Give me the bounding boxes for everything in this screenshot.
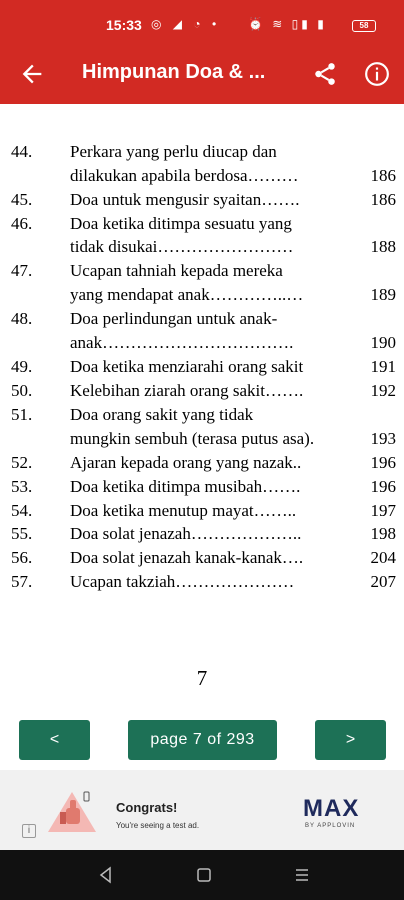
toc-title: Doa solat jenazah kanak-kanak…. <box>70 548 304 567</box>
status-time: 15:33 <box>106 17 142 33</box>
document-page[interactable] <box>0 104 404 716</box>
previous-page-button[interactable]: < <box>19 720 90 760</box>
battery-icon: 58 <box>352 20 376 32</box>
ad-info-icon[interactable]: i <box>22 824 36 838</box>
toc-page-ref: 188 <box>370 237 396 256</box>
toc-page-ref: 191 <box>370 357 396 376</box>
toc-number: 55. <box>11 524 33 543</box>
toc-number: 57. <box>11 572 33 591</box>
toc-page-ref: 186 <box>370 190 396 209</box>
toc-page-ref: 189 <box>370 285 396 304</box>
notification-icons: ◎ ◢ ◔ • <box>151 17 221 31</box>
ad-headline: Congrats! <box>116 800 178 815</box>
toc-number: 51. <box>11 405 33 424</box>
toc-number: 48. <box>11 309 33 328</box>
toc-number: 56. <box>11 548 33 567</box>
app-bar <box>0 44 404 104</box>
toc-title: Perkara yang perlu diucap dan <box>70 142 277 161</box>
toc-title: Kelebihan ziarah orang sakit……. <box>70 381 304 400</box>
system-back-icon[interactable] <box>96 865 116 885</box>
toc-page-ref: 198 <box>370 524 396 543</box>
toc-number: 50. <box>11 381 33 400</box>
toc-number: 53. <box>11 477 33 496</box>
toc-page-ref: 196 <box>370 477 396 496</box>
app-title: Himpunan Doa & ... <box>82 61 266 83</box>
toc-title: Doa ketika menziarahi orang sakit <box>70 357 304 376</box>
toc-title: Ajaran kepada orang yang nazak.. <box>70 453 302 472</box>
toc-title: yang mendapat anak…………..… <box>70 285 304 304</box>
toc-number: 49. <box>11 357 33 376</box>
ad-brand-subtitle: BY APPLOVIN <box>305 823 356 829</box>
toc-number: 54. <box>11 501 33 520</box>
toc-number: 45. <box>11 190 33 209</box>
toc-title: Doa untuk mengusir syaitan……. <box>70 190 300 209</box>
toc-page-ref: 207 <box>370 572 396 591</box>
thumbs-up-illustration-icon <box>44 788 100 836</box>
toc-number: 52. <box>11 453 33 472</box>
next-page-button[interactable]: > <box>315 720 386 760</box>
page-number: 7 <box>196 666 208 690</box>
arrow-left-icon[interactable] <box>18 60 46 88</box>
toc-page-ref: 193 <box>370 429 396 448</box>
toc-number: 47. <box>11 261 33 280</box>
info-icon[interactable] <box>364 61 390 87</box>
toc-page-ref: 190 <box>370 333 396 352</box>
share-icon[interactable] <box>312 61 338 87</box>
toc-number: 46. <box>11 214 33 233</box>
toc-page-ref: 197 <box>370 501 396 520</box>
page-indicator-button[interactable]: page 7 of 293 <box>128 720 277 760</box>
toc-title: Doa orang sakit yang tidak <box>70 405 254 424</box>
status-bar <box>0 0 404 44</box>
system-status-icons: ⏰ ≋ ▯▮ ▮ <box>248 17 327 31</box>
toc-title: mungkin sembuh (terasa putus asa). <box>70 429 315 448</box>
toc-title: Ucapan tahniah kepada mereka <box>70 261 283 280</box>
ad-subtext: You're seeing a test ad. <box>116 821 200 830</box>
ad-brand-logo: MAX <box>303 795 360 822</box>
toc-title: Doa ketika ditimpa sesuatu yang <box>70 214 292 233</box>
toc-title: Doa ketika ditimpa musibah……. <box>70 477 301 496</box>
system-recent-apps-icon[interactable] <box>292 865 312 885</box>
toc-title: Ucapan takziah………………… <box>70 572 295 591</box>
toc-page-ref: 192 <box>370 381 396 400</box>
toc-title: anak……………………………. <box>70 333 294 352</box>
toc-title: Doa perlindungan untuk anak- <box>70 309 278 328</box>
toc-number: 44. <box>11 142 33 161</box>
toc-title: Doa solat jenazah……………….. <box>70 524 302 543</box>
system-home-icon[interactable] <box>194 865 214 885</box>
ad-banner[interactable] <box>0 770 404 850</box>
toc-page-ref: 186 <box>370 166 396 185</box>
toc-title: dilakukan apabila berdosa……… <box>70 166 299 185</box>
system-navigation-bar <box>0 850 404 900</box>
toc-title: Doa ketika menutup mayat…….. <box>70 501 297 520</box>
toc-page-ref: 196 <box>370 453 396 472</box>
toc-title: tidak disukai…………………… <box>70 237 294 256</box>
toc-page-ref: 204 <box>370 548 396 567</box>
